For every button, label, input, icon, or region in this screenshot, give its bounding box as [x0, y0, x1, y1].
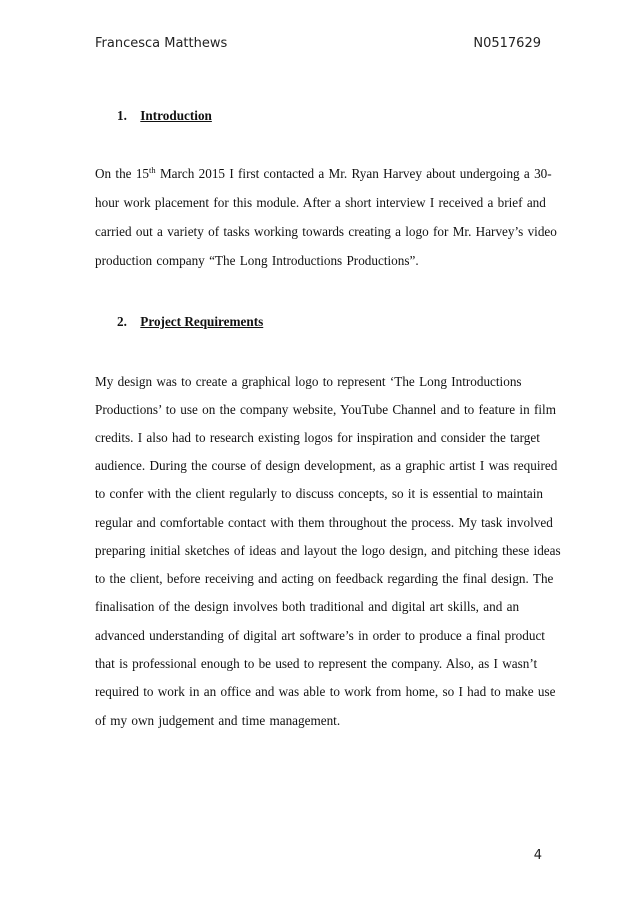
paragraph-line: regular and comfortable contact with them throughout the process. My task involved: [95, 515, 553, 530]
paragraph-line: to the client, before receiving and acting on feedback regarding the final design. The: [95, 571, 554, 586]
paragraph-line: audience. During the course of design development, as a graphic artist I was required: [95, 458, 558, 473]
paragraph-line: On the 15th March 2015 I first contacted a Mr. Ryan Harvey about undergoing a 30-: [95, 165, 552, 181]
paragraph-line: of my own judgement and time management.: [95, 713, 341, 728]
paragraph-line: that is professional enough to be used to represent the company. Also, as I wasn’t: [95, 656, 538, 671]
section-heading-introduction: [117, 108, 212, 124]
author-name: Francesca Matthews: [95, 36, 228, 51]
paragraph-line: carried out a variety of tasks working towards creating a logo for Mr. Harvey’s video: [95, 224, 557, 239]
superscript-ordinal: th: [149, 165, 156, 175]
paragraph-line: required to work in an office and was able to work from home, so I had to make use: [95, 684, 556, 699]
paragraph-line: preparing initial sketches of ideas and layout the logo design, and pitching these ideas: [95, 543, 561, 558]
paragraph-line: Productions’ to use on the company website, YouTube Channel and to feature in film: [95, 402, 556, 417]
paragraph-line: finalisation of the design involves both traditional and digital art skills, and an: [95, 599, 520, 614]
section-heading-project-requirements: [117, 314, 263, 330]
paragraph-line: production company “The Long Introductions Productions”.: [95, 253, 419, 268]
page-number: 4: [533, 848, 542, 863]
section-title: Project Requirements: [140, 314, 264, 329]
paragraph-line: advanced understanding of digital art software’s in order to produce a final product: [95, 628, 545, 643]
paragraph-line: to confer with the client regularly to discuss concepts, so it is essential to maintain: [95, 486, 543, 501]
paragraph-line: hour work placement for this module. After a short interview I received a brief and: [95, 195, 546, 210]
page-header: [95, 36, 541, 56]
paragraph-line: credits. I also had to research existing logos for inspiration and consider the target: [95, 430, 540, 445]
section-number: 2.: [117, 314, 127, 329]
section-number: 1.: [117, 108, 127, 123]
section-title: Introduction: [140, 108, 212, 123]
paragraph-line: My design was to create a graphical logo to represent ‘The Long Introductions: [95, 374, 522, 389]
student-id: N0517629: [473, 36, 541, 51]
